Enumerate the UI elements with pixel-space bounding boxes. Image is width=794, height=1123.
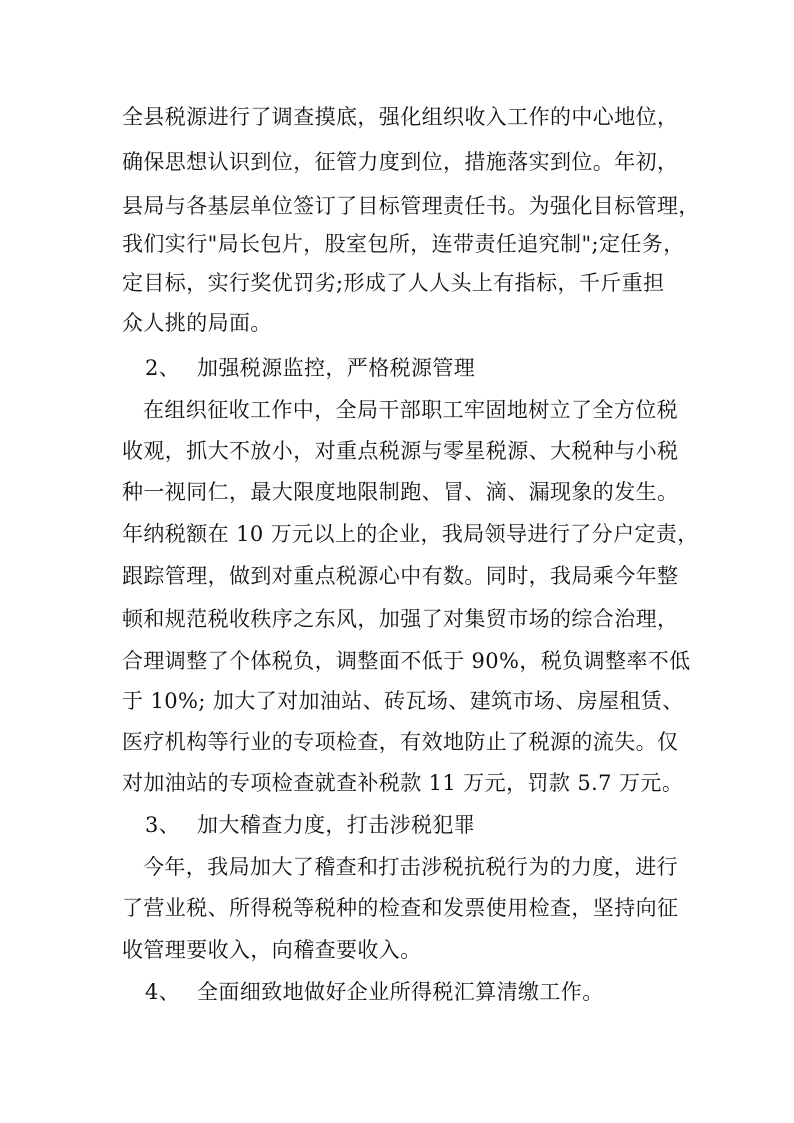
body-text-line: 定目标，实行奖优罚劣;形成了人人头上有指标，千斤重担 bbox=[122, 271, 665, 295]
body-text-line: 收管理要收入，向稽查要收入。 bbox=[122, 938, 422, 962]
body-text-line: 我们实行"局长包片，股室包所，连带责任追究制";定任务， bbox=[122, 232, 685, 256]
body-text-line: 了营业税、所得税等税种的检查和发票使用检查，坚持向征 bbox=[122, 896, 679, 920]
body-text-line: 种一视同仁，最大限度地限制跑、冒、滴、漏现象的发生。 bbox=[122, 480, 679, 504]
section-number: 2、 bbox=[145, 356, 181, 380]
body-text-line: 于 10%; 加大了对加油站、砖瓦场、建筑市场、房屋租赁、 bbox=[122, 689, 684, 713]
body-text-line: 县局与各基层单位签订了目标管理责任书。为强化目标管理， bbox=[122, 194, 700, 218]
section-heading-3 bbox=[145, 807, 645, 843]
section-title: 全面细致地做好企业所得税汇算清缴工作。 bbox=[197, 980, 604, 1004]
body-text-line: 跟踪管理，做到对重点税源心中有数。同时，我局乘今年整 bbox=[122, 564, 679, 588]
body-text-line: 今年，我局加大了稽查和打击涉税抗税行为的力度，进行 bbox=[143, 855, 678, 879]
body-text-line: 收观，抓大不放小，对重点税源与零星税源、大税种与小税 bbox=[122, 439, 679, 463]
section-title: 加强税源监控，严格税源管理 bbox=[197, 356, 476, 380]
body-text-line: 确保思想认识到位，征管力度到位，措施落实到位。年初， bbox=[122, 150, 679, 174]
section-heading-2 bbox=[145, 350, 645, 386]
body-text-line: 医疗机构等行业的专项检查，有效地防止了税源的流失。仅 bbox=[122, 730, 679, 754]
body-text-line: 顿和规范税收秩序之东风，加强了对集贸市场的综合治理， bbox=[122, 607, 679, 631]
section-heading-4 bbox=[145, 974, 705, 1010]
body-text-line: 对加油站的专项检查就查补税款 11 万元，罚款 5.7 万元。 bbox=[122, 771, 684, 795]
section-number: 3、 bbox=[145, 813, 181, 837]
section-title: 加大稽查力度，打击涉税犯罪 bbox=[197, 813, 476, 837]
body-text-line: 年纳税额在 10 万元以上的企业，我局领导进行了分户定责， bbox=[122, 522, 699, 546]
body-text-line: 众人挑的局面。 bbox=[122, 311, 272, 335]
section-number: 4、 bbox=[145, 980, 181, 1004]
body-text-line: 在组织征收工作中，全局干部职工牢固地树立了全方位税 bbox=[143, 398, 678, 422]
body-text-line: 全县税源进行了调查摸底，强化组织收入工作的中心地位， bbox=[122, 105, 679, 129]
body-text-line: 合理调整了个体税负，调整面不低于 90%，税负调整率不低 bbox=[122, 649, 691, 673]
